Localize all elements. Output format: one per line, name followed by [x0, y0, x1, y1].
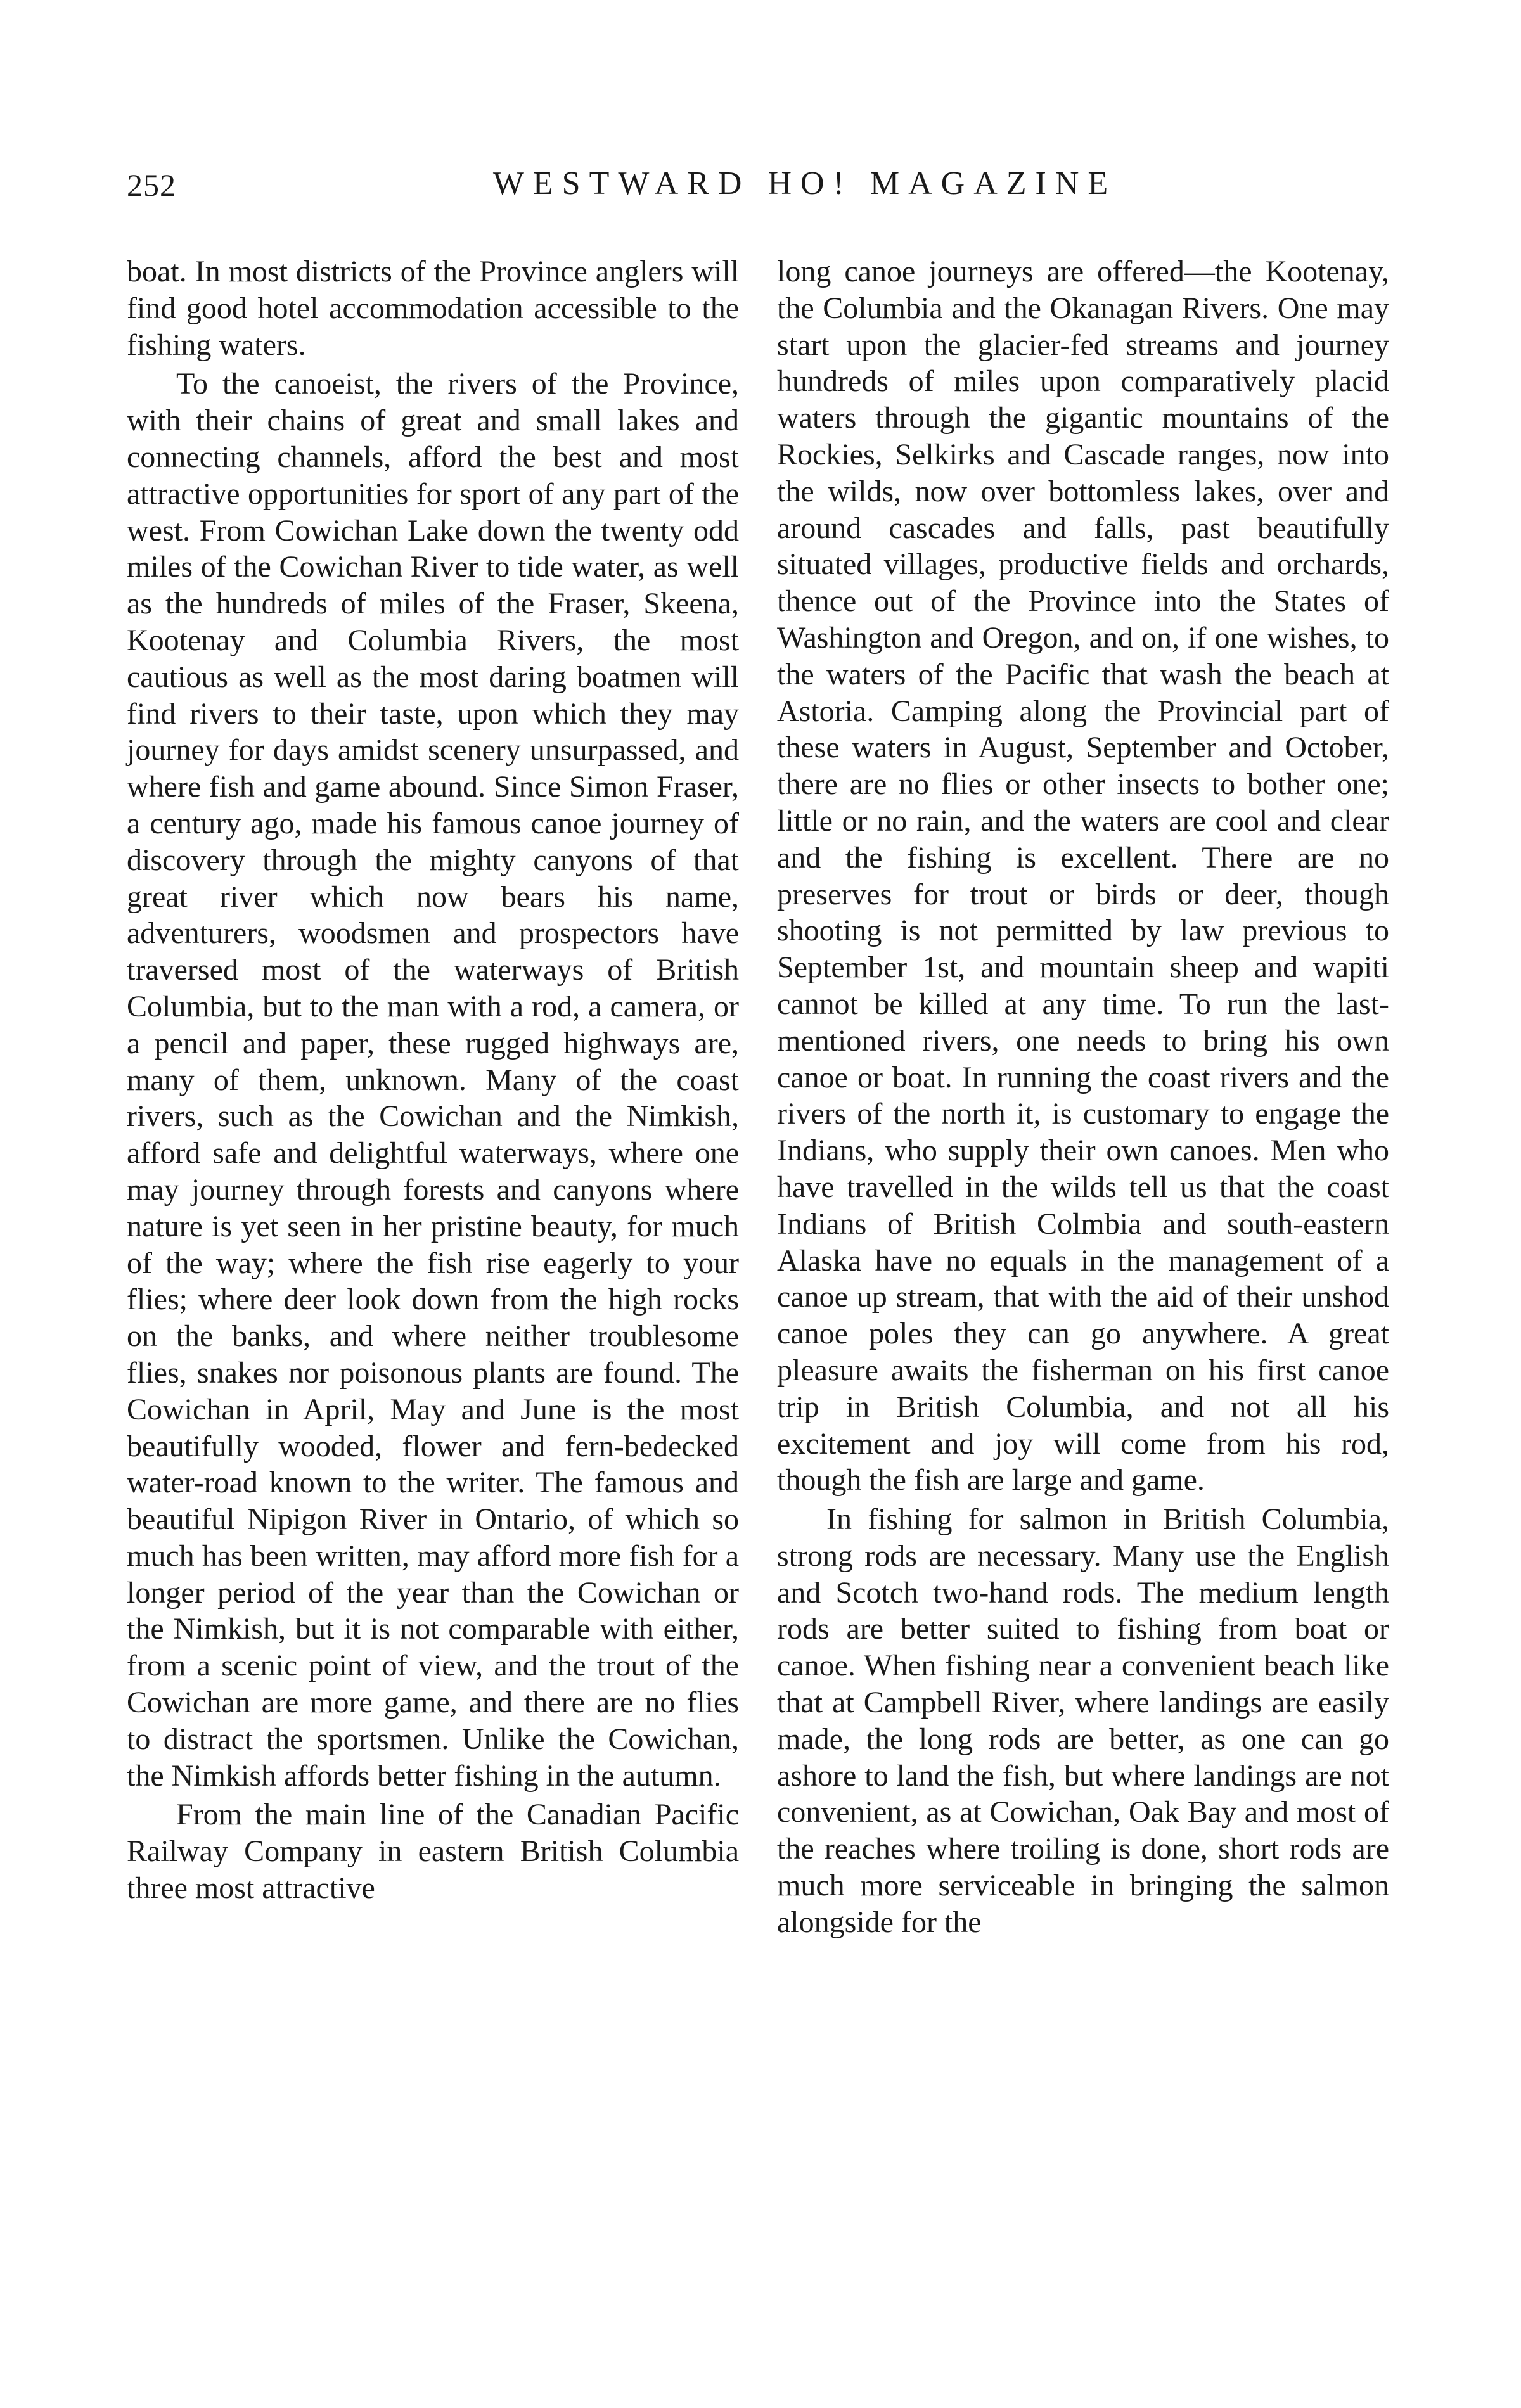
paragraph: To the canoeist, the rivers of the Province, with their chains of great and small lakes and connecting channels, afford the best and most attractive opportunities for sport of any part of the west. From Cowichan Lake down the twenty odd miles of the Cowichan River to tide water, as well as the hundreds of miles of the Fraser, Skeena, Kootenay and Columbia Rivers, the most cautious as well as the most daring boatmen will find rivers to their taste, upon which they may journey for days amidst scenery unsurpassed, and where fish and game abound. Since Simon Fraser, a century ago, made his famous canoe journey of discovery through the mighty canyons of that great river which now bears his name, adventurers, woodsmen and prospectors have traversed most of the waterways of British Columbia, but to the man with a rod, a camera, or a pencil and paper, these rugged highways are, many of them, unknown. Many of the coast rivers, such as the Cowichan and the Nimkish, afford safe and delightful waterways, where one may journey through forests and canyons where nature is yet seen in her pristine beauty, for much of the way; where the fish rise eagerly to your flies; where deer look down from the high rocks on the banks, and where neither troublesome flies, snakes nor poisonous plants are found. The Cowichan in April, May and June is the most beautifully wooded, flower and fern-bedecked water-road known to the writer. The famous and beautiful Nipigon River in Ontario, of which so much has been written, may afford more fish for a longer period of the year than the Cowichan or the Nimkish, but it is not comparable with either, from a scenic point of view, and the trout of the Cowichan are more game, and there are no flies to distract the sportsmen. Unlike the Cowichan, the Nimkish affords better fishing in the autumn. — [127, 367, 739, 1793]
paragraph: long canoe journeys are offered—the Kootenay, the Columbia and the Okanagan Rivers. One may start upon the glacier-fed streams and journey hundreds of miles upon comparatively placid waters through the gigantic mountains of the Rockies, Selkirks and Cascade ranges, now into the wilds, now over bottomless lakes, over and around cascades and falls, past beautifully situated villages, productive fields and orchards, thence out of the Province into the States of Washington and Oregon, and on, if one wishes, to the waters of the Pacific that wash the beach at Astoria. Camping along the Provincial part of these waters in August, September and October, there are no flies or other insects to bother one; little or no rain, and the waters are cool and clear and the fishing is excellent. There are no preserves for trout or birds or deer, though shooting is not permitted by law previous to September 1st, and mountain sheep and wapiti cannot be killed at any time. To run the last-mentioned rivers, one needs to bring his own canoe or boat. In running the coast rivers and the rivers of the north it, is customary to engage the Indians, who supply their own canoes. Men who have travelled in the wilds tell us that the coast Indians of British Colmbia and south-eastern Alaska have no equals in the management of a canoe up stream, that with the aid of their unshod canoe poles they can go anywhere. A great pleasure awaits the fisherman on his first canoe trip in British Columbia, and not all his excitement and joy will come from his rod, though the fish are large and game. — [777, 255, 1389, 1497]
left-column — [127, 253, 739, 1907]
paragraph: From the main line of the Canadian Pacific Railway Company in eastern British Columbia three most attractive — [127, 1798, 739, 1905]
paragraph: In fishing for salmon in British Columbia, strong rods are necessary. Many use the English and Scotch two-hand rods. The medium length rods are better suited to fishing from boat or canoe. When fishing near a convenient beach like that at Campbell River, where landings are easily made, the long rods are better, as one can go ashore to land the fish, but where landings are not convenient, as at Cowichan, Oak Bay and most of the reaches where troiling is done, short rods are much more serviceable in bringing the salmon alongside for the — [777, 1502, 1389, 1939]
right-column — [777, 253, 1389, 1941]
paragraph: boat. In most districts of the Province anglers will find good hotel accommodation accessible to the fishing waters. — [127, 255, 739, 362]
running-title: WESTWARD HO! MAGAZINE — [492, 165, 1117, 202]
page-number: 252 — [127, 167, 176, 203]
